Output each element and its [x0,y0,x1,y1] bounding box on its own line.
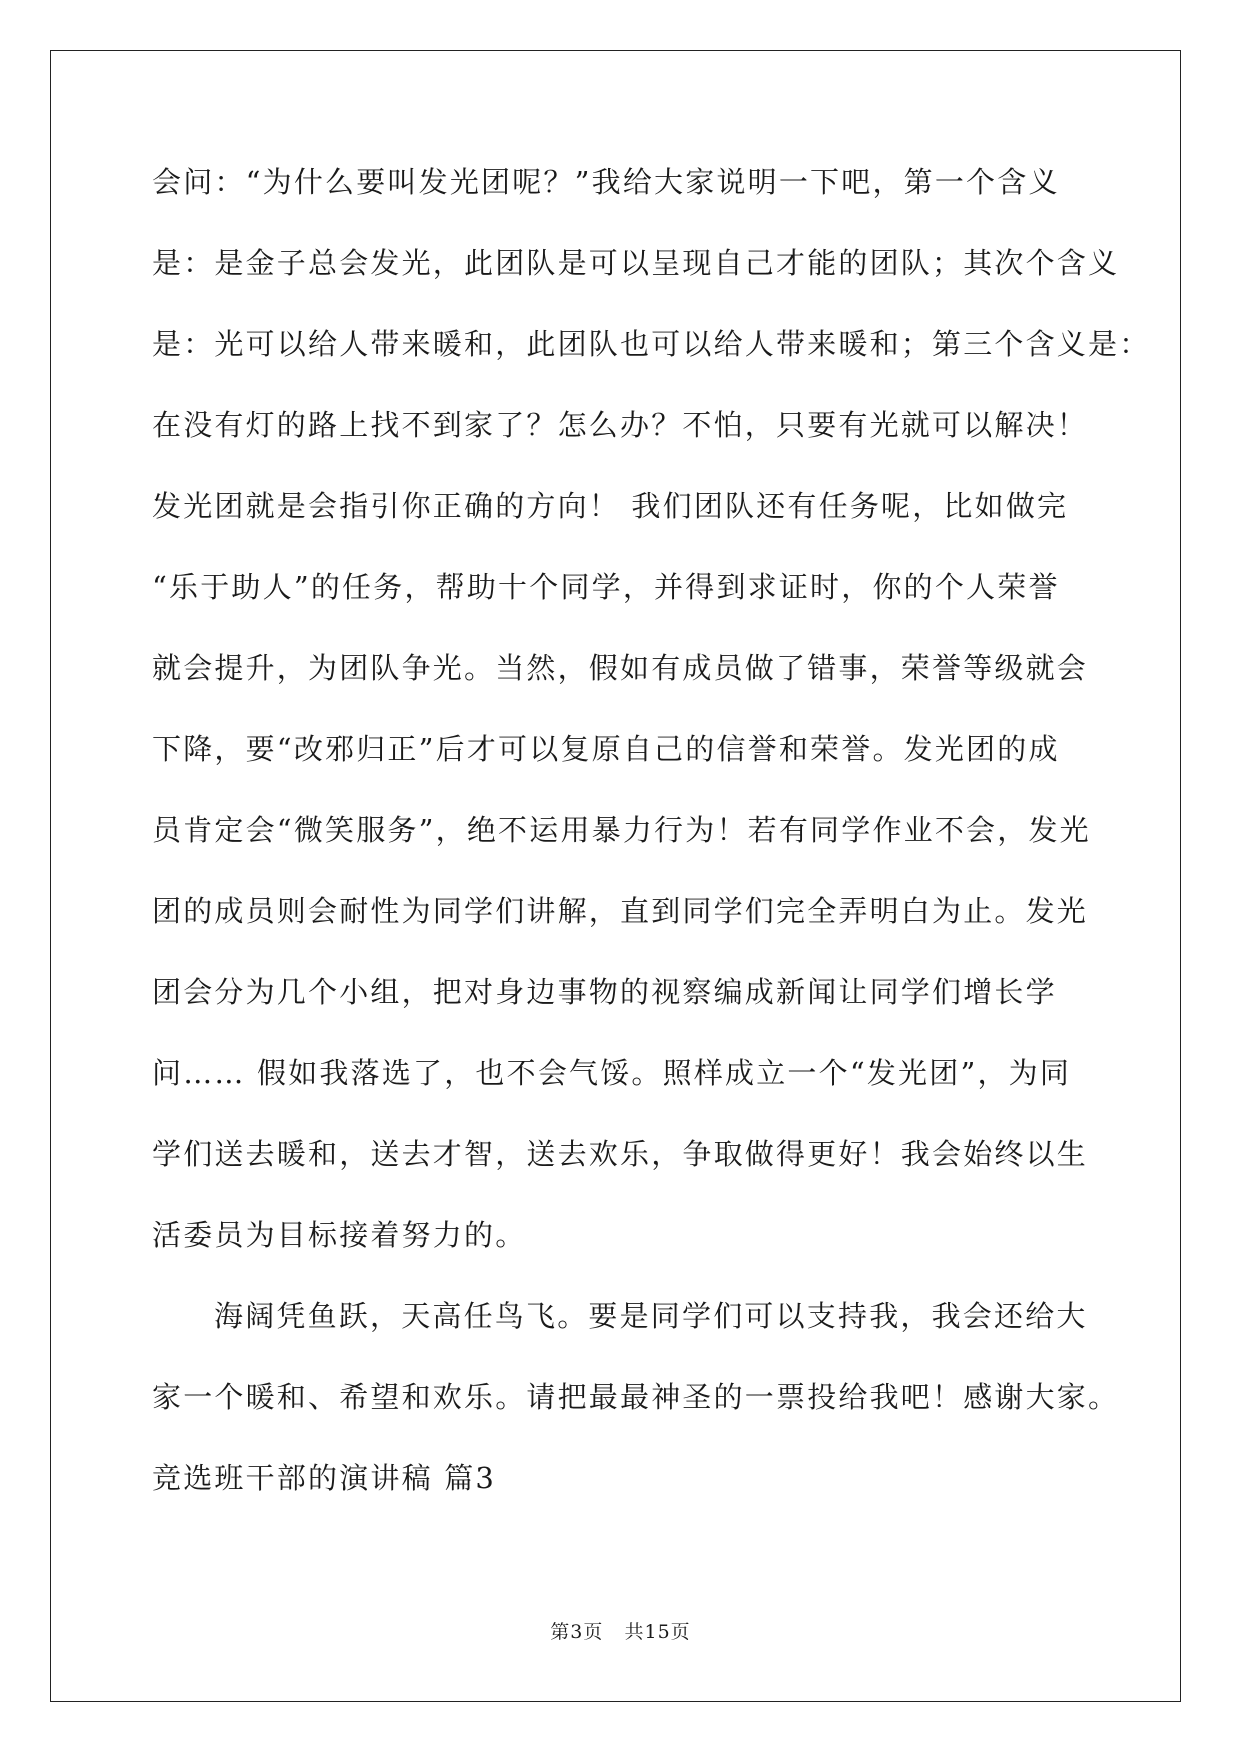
paragraph-start-line: 海阔凭鱼跃，天高任鸟飞。要是同学们可以支持我，我会还给大 [214,1299,1088,1333]
text-line: 家一个暖和、希望和欢乐。请把最最神圣的一票投给我吧！感谢大家。 [152,1380,1120,1414]
text-line: 下降，要“改邪归正”后才可以复原自己的信誉和荣誉。发光团的成 [152,732,1060,766]
text-line: 就会提升，为团队争光。当然，假如有成员做了错事，荣誉等级就会 [152,651,1089,685]
section-heading: 竞选班干部的演讲稿 篇3 [152,1461,497,1495]
text-line: 在没有灯的路上找不到家了？怎么办？不怕，只要有光就可以解决！ [152,408,1089,442]
text-line: 团会分为几个小组，把对身边事物的视察编成新闻让同学们增长学 [152,975,1057,1009]
text-line: 会问：“为什么要叫发光团呢？”我给大家说明一下吧，第一个含义 [152,165,1060,199]
text-line: 团的成员则会耐性为同学们讲解，直到同学们完全弄明白为止。发光 [152,894,1089,928]
text-line: “乐于助人”的任务，帮助十个同学，并得到求证时，你的个人荣誉 [152,570,1060,604]
text-line: 学们送去暖和，送去才智，送去欢乐，争取做得更好！我会始终以生 [152,1137,1089,1171]
text-line: 员肯定会“微笑服务”，绝不运用暴力行为！若有同学作业不会，发光 [152,813,1091,847]
text-line: 是：光可以给人带来暖和，此团队也可以给人带来暖和；第三个含义是： [152,327,1151,361]
text-line: 活委员为目标接着努力的。 [152,1218,527,1252]
text-line: 发光团就是会指引你正确的方向！ 我们团队还有任务呢，比如做完 [152,489,1069,523]
page-footer: 第3页 共15页 [550,1621,691,1643]
text-line: 是：是金子总会发光，此团队是可以呈现自己才能的团队；其次个含义 [152,246,1120,280]
document-body [152,162,1151,1539]
text-line: 问…… 假如我落选了，也不会气馁。照样成立一个“发光团”，为同 [152,1056,1072,1090]
